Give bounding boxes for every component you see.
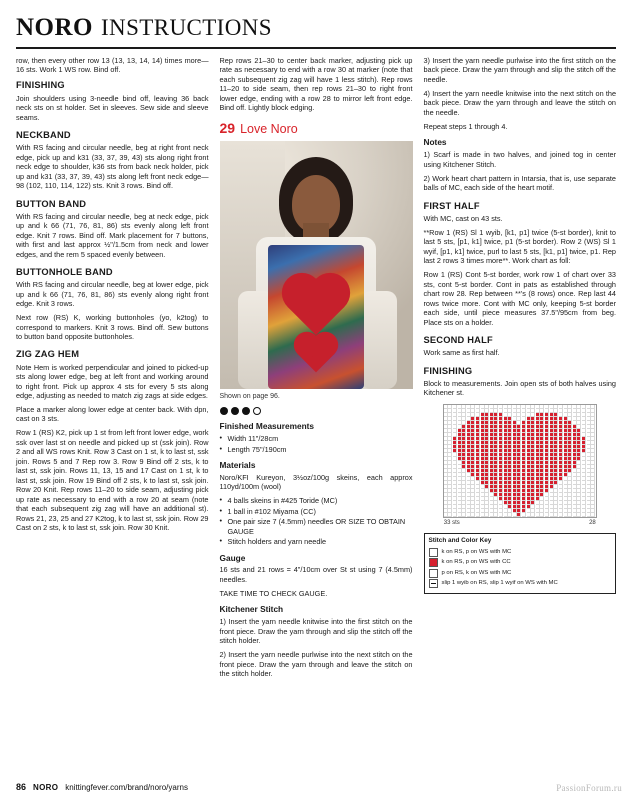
heading-second-half: SECOND HALF [423, 335, 493, 346]
swatch-purl-mc-icon [429, 569, 438, 578]
key-title: Stitch and Color Key [428, 537, 492, 545]
heading-finishing-scarf: FINISHING [423, 365, 473, 376]
key-row-slip [429, 579, 612, 588]
chart-cell [485, 513, 489, 517]
col2-top-text: Rep rows 21–30 to center back marker, adjusting pick up rate as necessary to end with a row 30 at marker (note that each subsequent zig zag will have 1 less stitch). Rep rows 11–20 to side seam, then rep rows 21–30 to right front lower edge, ending with a row 28 to mirror left front edge. Bind off. Lightly block edging. [219, 56, 413, 113]
chart-cell [522, 513, 526, 517]
masthead-title: INSTRUCTIONS [101, 15, 272, 40]
key-label: slip 1 wyib on RS, slip 1 wyif on WS with MC [441, 580, 558, 587]
list-item: • Width 11"/28cm [220, 434, 413, 443]
footer-brand: NORO [33, 782, 59, 792]
col1-zigzag-p2: Row 1 (RS) K2, pick up 1 st from left front lower edge, work ssk over last st on needle and picked up st (ssk join). Row 2 and all WS rows Knit. Row 3 Cast on 1 st, k to last st, ssk join. Rows 5 and 7 Rep row 3. Row 9 Bind off 2 sts, k to last st, ssk join. Rows 11, 13, 15 and 17 Cast on 1 st, k to last st, ssk join. Row 19 Bind off 2 sts, k to last st, ssk join. Row 20 Knit. Rep rows 11–20 to side seam, adjusting pick up rate as necessary to end with a row 20 at seam (note that each subsequent zig zag will have an additional st). Rows 21, 23, 25 and 27 K2tog, k to last st, ssk join. Row 29 Cast on 2 sts, k to last st, ssk join. Row 30 Knit. [16, 428, 209, 533]
chart-cell [499, 513, 503, 517]
first-half-rows: **Row 1 (RS) Sl 1 wyib, [k1, p1] twice (5-st border), knit to last 5 sts, [p1, k1] twice, p1 (5-st border). Row 2 (WS) Sl 1 wyif, [p1, k1] twice, purl to last 5 sts, [k1, p1] twice, p1. Rep last 2 rows 3 times more**. Work chart as foll: [423, 227, 616, 266]
chart-grid [443, 404, 597, 518]
chart-cell [527, 513, 531, 517]
first-half-chart-instructions: Row 1 (RS) Cont 5-st border, work row 1 of chart over 33 sts, cont 5-st border. Cont in pats as established through chart row 28. Rep between **'s (8 rows) once. Rep last 44 rows twice more. Cont with MC only, keeping 5-st border each side, until piece measures 37.5"/95cm from beg. Place sts on a holder. [423, 270, 616, 327]
col1-buttonhole-text-2: Next row (RS) K, working buttonholes (yo, k2tog) to correspond to markers. Knit 3 rows. Bind off. Sew buttons to button band opposite buttonholes. [16, 313, 209, 341]
chart-cell [508, 513, 512, 517]
col1-buttonhole-text: With RS facing and circular needle, beg at lower edge, pick up and k 66 (71, 76, 81, 86) sts evenly along right front edge. Knit 3 rows. [16, 280, 209, 309]
photo-caption: Shown on page 96. [219, 393, 280, 401]
watermark: PassionForum.ru [556, 783, 622, 793]
col1-intro: row, then every other row 13 (13, 13, 14, 14) times more—16 sts. Work 1 WS row. Bind off. [16, 56, 209, 75]
col1-neckband-text: With RS facing and circular needle, beg at right front neck edge, pick up and k31 (33, 37, 39, 43) sts along right front neck edge to shoulder, k36 sts from back neck holder, pick up and k31 (33, 37, 39, 43) sts along left front neck edge—98 (102, 110, 114, 122) sts. Knit 3 rows. Bind off. [16, 143, 209, 191]
column-one [16, 56, 209, 537]
key-row-purl-mc [429, 569, 612, 578]
chart-cell [531, 513, 535, 517]
chart-cell [587, 513, 591, 517]
gauge-note: TAKE TIME TO CHECK GAUGE. [219, 588, 328, 598]
key-label: p on RS, k on WS with MC [441, 569, 512, 576]
chart-cell [471, 513, 475, 517]
pattern-number: 29 [219, 119, 236, 136]
chart-cell [444, 513, 448, 517]
heading-finishing: FINISHING [16, 80, 65, 91]
gauge-text: 16 sts and 21 rows = 4"/10cm over St st using 7 (4.5mm) needles. [219, 565, 413, 584]
stitch-color-key [424, 533, 617, 593]
chart-cell [517, 513, 521, 517]
page-masthead [16, 14, 616, 49]
first-half-cast-on: With MC, cast on 43 sts. [423, 213, 503, 223]
chart-cell [476, 513, 480, 517]
kitchener-step-3: 3) Insert the yarn needle purlwise into the first stitch on the back piece. Draw the yarn through and slip the stitch off the needle. [423, 56, 616, 84]
three-column-layout [16, 56, 616, 683]
chart-cell [467, 513, 471, 517]
kitchener-repeat: Repeat steps 1 through 4. [423, 121, 508, 131]
heading-gauge: Gauge [219, 552, 246, 563]
swatch-cc-icon [429, 558, 438, 567]
chart-cell [573, 513, 577, 517]
chart-cell [554, 513, 558, 517]
kitchener-step-4: 4) Insert the yarn needle knitwise into the next stitch on the back piece. Draw the yarn through and leave the stitch on the needle. [423, 88, 616, 117]
heading-notes: Notes [423, 137, 447, 148]
page-number: 86 [16, 782, 27, 792]
column-three [424, 56, 617, 594]
key-row-cc [429, 558, 612, 567]
measurements-list [220, 434, 413, 454]
footer-url[interactable]: knittingfever.com/brand/noro/yarns [65, 782, 188, 792]
chart-cell [550, 513, 554, 517]
list-item: • 1 ball in #102 Miyama (CC) [220, 507, 413, 516]
model-arm-right [361, 291, 397, 389]
note-1: 1) Scarf is made in two halves, and joined tog in center using Kitchener Stitch. [423, 150, 616, 169]
chart-stitch-count: 33 sts [443, 519, 460, 526]
col1-zigzag-p1: Place a marker along lower edge at center back. With dpn, cast on 3 sts. [16, 405, 209, 424]
materials-intro: Noro/KFI Kureyon, 3½oz/100g skeins, each approx 110yd/100m (wool) [219, 472, 413, 492]
chart-cell [513, 513, 517, 517]
heading-finished-measurements: Finished Measurements [219, 421, 315, 432]
heading-neckband: NECKBAND [16, 130, 71, 140]
finishing-scarf-text: Block to measurements. Join open sts of both halves using Kitchener st. [423, 378, 616, 398]
heading-button-band: BUTTON BAND [16, 198, 87, 209]
list-item: • Stitch holders and yarn needle [220, 537, 413, 546]
col1-zigzag-note: Note Hem is worked perpendicular and joined to picked-up sts along lower edge, beg at left front and working around to right front. Pick up approx 4 sts for every 5 sts along edge, adjusting as needed to match zig zags at side edges. [16, 362, 209, 401]
heading-zig-zag-hem: ZIG ZAG HEM [16, 349, 80, 360]
chart-cell [448, 513, 452, 517]
chart-cell [545, 513, 549, 517]
chart-cell [536, 513, 540, 517]
chart-cell [577, 513, 581, 517]
chart-cell [453, 513, 457, 517]
list-item: • Length 75"/190cm [220, 445, 413, 454]
chart-cell [494, 513, 498, 517]
chart-cell [582, 513, 586, 517]
difficulty-rating [220, 407, 413, 415]
heading-kitchener-stitch: Kitchener Stitch [219, 604, 284, 615]
chart-cell [462, 513, 466, 517]
pattern-photo [220, 141, 413, 389]
kitchener-step-1: 1) Insert the yarn needle knitwise into the first stitch on the front piece. Draw the yarn through and slip the stitch off the stitch holder. [219, 617, 413, 646]
key-label: k on RS, p on WS with MC [441, 548, 512, 555]
difficulty-dot-filled-1 [220, 407, 228, 415]
heading-first-half: FIRST HALF [423, 200, 480, 211]
chart-cell [504, 513, 508, 517]
pattern-name: Love Noro [240, 121, 298, 136]
column-two [220, 56, 413, 683]
chart-cell [591, 513, 595, 517]
key-row-mc [429, 548, 612, 557]
materials-list [220, 496, 413, 546]
chart-row-count: 28 [589, 519, 596, 526]
note-2: 2) Work heart chart pattern in Intarsia, that is, use separate balls of MC, each side of the heart motif. [423, 173, 616, 193]
heading-buttonhole-band: BUTTONHOLE BAND [16, 267, 113, 277]
col1-finishing-text: Join shoulders using 3-needle bind off, leaving 36 back neck sts on st holder. Set in sleeves. Sew side and sleeve seams. [16, 93, 209, 122]
masthead-brand: NORO [16, 14, 93, 41]
difficulty-dot-filled-2 [231, 407, 239, 415]
chart-axis-labels [444, 520, 596, 528]
heart-chart [424, 404, 617, 594]
chart-cell [458, 513, 462, 517]
kitchener-step-2: 2) Insert the yarn needle purlwise into the next stitch on the front piece. Draw the yarn through and leave the stitch on the stitch holder. [219, 650, 413, 679]
heading-materials: Materials [219, 460, 256, 470]
difficulty-dot-filled-3 [242, 407, 250, 415]
difficulty-dot-open-4 [253, 407, 261, 415]
chart-cell [564, 513, 568, 517]
swatch-slip-icon [429, 579, 438, 588]
chart-cell [559, 513, 563, 517]
chart-cell [568, 513, 572, 517]
key-label: k on RS, p on WS with CC [441, 559, 511, 566]
chart-cell [540, 513, 544, 517]
swatch-mc-icon [429, 548, 438, 557]
list-item: • One pair size 7 (4.5mm) needles OR SIZE TO OBTAIN GAUGE [220, 517, 413, 536]
chart-cell [481, 513, 485, 517]
chart-cell [490, 513, 494, 517]
col1-buttonband-text: With RS facing and circular needle, beg at neck edge, pick up and k 66 (71, 76, 81, 86) sts evenly along left front edge. Knit 7 rows. Bind off. Mark placement for 7 buttons, with first and last approx ½"/1.5cm from neck and lower edges, and the rem 5 spaced evenly between. [16, 211, 209, 259]
list-item: • 4 balls skeins in #425 Toride (MC) [220, 496, 413, 505]
page-footer [16, 782, 616, 792]
second-half-text: Work same as first half. [423, 348, 500, 358]
pattern-title [220, 119, 413, 137]
